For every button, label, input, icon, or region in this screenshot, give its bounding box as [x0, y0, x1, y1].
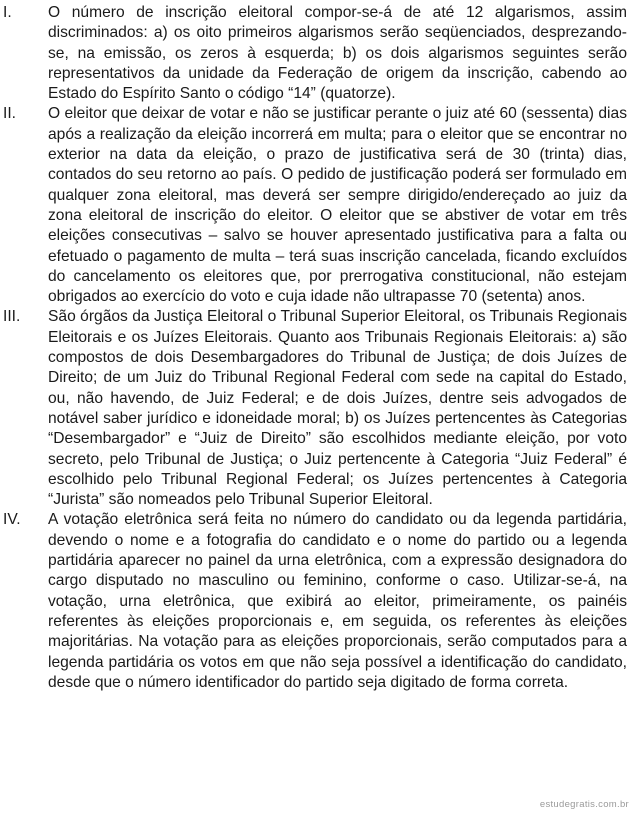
list-item-iv: [0, 510, 635, 693]
item-numeral: III.: [3, 308, 21, 326]
item-text: São órgãos da Justiça Eleitoral o Tribunal Superior Eleitoral, os Tribunais Regionais Eleitorais e os Juízes Eleitorais. Quanto aos Tribunais Regionais Eleitorais: a) são compostos de dois Desembargadores do Tribunal de Justiça; de dois Juízes de Direito; de um Juiz do Tribunal Regional Federal com sede na capital do Estado, ou, não havendo, de Juiz Federal; e de dois Juízes, dentre seis advogados de notável saber jurídico e idoneidade moral; b) os Juízes pertencentes às Categorias “Desembargador” e “Juiz de Direito” são escolhidos mediante eleição, por voto secreto, pelo Tribunal de Justiça; o Juiz pertencente à Categoria “Juiz Federal” é escolhido pelo Tribunal Regional Federal; os Juízes pertencentes à Categoria “Jurista” são nomeados pelo Tribunal Superior Eleitoral.: [48, 308, 627, 509]
list-item-iii: [0, 307, 635, 510]
list-item-ii: [0, 104, 635, 307]
list-item-i: [0, 3, 635, 104]
item-text: O número de inscrição eleitoral compor-se-á de até 12 algarismos, assim discriminados: a) os oito primeiros algarismos serão seqüenciados, desprezando-se, na emissão, os zeros à esquerda; b) os dois algarismos seguintes serão representativos da unidade da Federação de origem da inscrição, cabendo ao Estado do Espírito Santo o código “14” (quatorze).: [48, 4, 627, 103]
item-text: A votação eletrônica será feita no número do candidato ou da legenda partidária, devendo o nome e a fotografia do candidato e o nome do partido ou a legenda partidária aparecer no painel da urna eletrônica, com a expressão designadora do cargo disputado no masculino ou feminino, conforme o caso. Utilizar-se-á, na votação, urna eletrônica, que exibirá ao eleitor, primeiramente, os painéis referentes às eleições proporcionais e, em seguida, os referentes às eleições majoritárias. Na votação para as eleições proporcionais, serão computados para a legenda partidária os votos em que não seja possível a identificação do candidato, desde que o número identificador do partido seja digitado de forma correta.: [48, 511, 627, 691]
item-text: O eleitor que deixar de votar e não se justificar perante o juiz até 60 (sessenta) dias após a realização da eleição incorrerá em multa; para o eleitor que se encontrar no exterior na data da eleição, o prazo de justificativa será de 30 (trinta) dias, contados do seu retorno ao país. O pedido de justificação poderá ser formulado em qualquer zona eleitoral, mas deverá ser sempre dirigido/endereçado ao juiz da zona eleitoral de inscrição do eleitor. O eleitor que se abstiver de votar em três eleições consecutivas – salvo se houver apresentado justificativa para a falta ou efetuado o pagamento de multa – terá suas inscrição cancelada, ficando excluídos do cancelamento os eleitores que, por prerrogativa constitucional, não estejam obrigados ao exercício do voto e cuja idade não ultrapasse 70 (setenta) anos.: [48, 105, 627, 306]
document-body: [0, 3, 635, 693]
watermark: estudegratis.com.br: [539, 799, 629, 810]
item-numeral: I.: [3, 4, 12, 21]
item-numeral: II.: [3, 105, 16, 123]
item-numeral: IV.: [3, 511, 21, 529]
